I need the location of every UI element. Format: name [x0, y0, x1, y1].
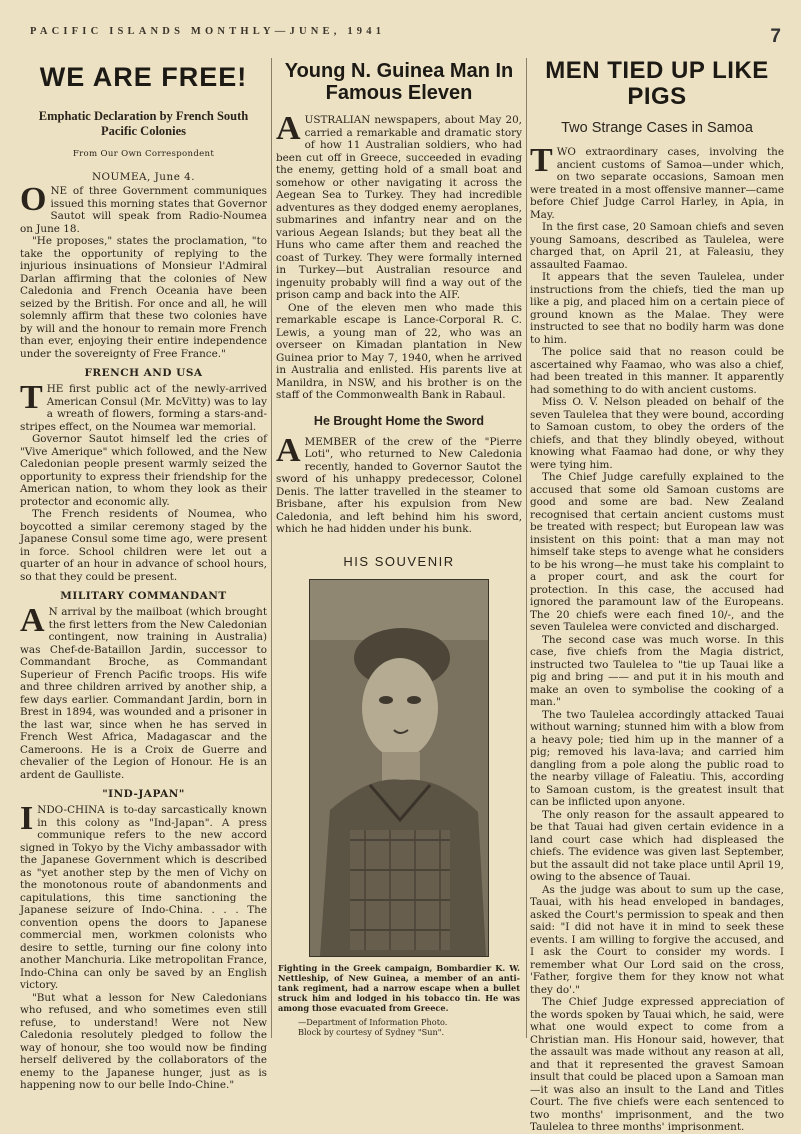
article-title: MEN TIED UP LIKE PIGS [545, 57, 769, 110]
paragraph: The French residents of Noumea, who boycotted a similar ceremony staged by the Japanese Consul some time ago, were present in force. School children were let out a quarter of an hour in advance of school hours, so that they could be present. [20, 508, 267, 583]
column-rule [271, 58, 272, 1038]
paragraph: Governor Sautot himself led the cries of "Vive Amerique" which followed, and the New Caledonian people present warmly seized the opportunity to express their friendship for the American nation, to whom they look as their protector and economic ally. [20, 433, 267, 508]
paragraph: A N arrival by the mailboat (which brought the first letters from the New Caledonian contingent, now training in Australia) was Chef-de-Bataillon Jardin, successor to Commandant Broche, as Commandant Superieur of French Pacific troops. His wife and three children arrived by another ship, a few days earlier. Commandant Jardin, born in Brest in 1894, was wounded and a prisoner in the last war, since when he has served in French West Africa, Madagascar and the Cameroons. He is a Croix de Guerre and chevalier of the Legion of Honour. He is an ardent de Gaulliste. [20, 602, 267, 781]
article-men-tied-up [530, 56, 784, 1133]
photo-credit: Block by courtesy of Sydney "Sun". [298, 1026, 445, 1037]
running-head: PACIFIC ISLANDS MONTHLY—JUNE, 1941 [30, 26, 386, 37]
paragraph: "He proposes," states the proclamation, "to take the opportunity of replying to the injurious insinuations of Monsieur l'Admiral Darlan affirming that the colonies of New Caledonia and French Oceania have been seized by the British. For once and all, he will solemnly affirm that these two colonies have by will and the honour to remain more French than ever, enjoying their entire independence under the sovereignty of Free France." [20, 235, 267, 360]
paragraph: The Chief Judge carefully explained to the accused that some old Samoan customs are good and some are bad. New Zealand recognised that certain ancient customs must be treated with respect; but European law was insistent on this point: that a man may not himself take steps to avenge what he considers to be his wrong—he must take his complaint to a proper court, and ask the court for protection. In this case, the accused had ignored the paramount law of the Europeans. The 20 chiefs were each fined 10/-, and the seven Taulelea were convicted and discharged. [530, 471, 784, 633]
paragraph: It appears that the seven Taulelea, under instructions from the chiefs, tied the man up like a pig, and placed him on a certain piece of ground known as the Malae. They were instructed to see that no bodily harm was done to him. [530, 271, 784, 346]
article-we-are-free [20, 56, 267, 1091]
paragraph: As the judge was about to sum up the case, Tauai, with his head enveloped in bandages, asked the Court's permission to speak and then said: "I did not have it in mind to seek these events. I am willing to forgive the accused, and I ask the Court to consider my words. I remember what Our Lord said on the cross, 'Father, forgive them for they know not what they do'." [530, 883, 784, 996]
photo-heading: HIS SOUVENIR [343, 553, 455, 569]
article-title: WE ARE FREE! [39, 62, 248, 92]
page-number: 7 [770, 26, 781, 47]
paragraph: Miss O. V. Nelson pleaded on behalf of the seven Taulelea that they were bound, according to Samoan custom, to obey the orders of the chiefs, and that they blindly obeyed, without knowing what Faamao had done, or why they were tying him. [530, 396, 784, 471]
paragraph: The police said that no reason could be ascertained why Faamao, who was also a chief, had been treated in this manner. It apparently had something to do with ancient customs. [530, 346, 784, 396]
section-heading: FRENCH AND USA [84, 367, 203, 379]
paragraph: INDO-CHINA is to-day sarcastically known in this colony as "Ind-Japan". A press communique refers to the new accord signed in Tokyo by the Vichy ambassador with the Japanese Government which is described as "yet another step by the men of Vichy on the monotonous route of abandonments and capitulations, this time sanctioning the Japanese seizure of Indo-China. . . . The convention opens the doors to Japanese commercial men, workmen colonists who desire to settle, turning our fine colony into another Manchuria. Like metropolitan France, Indo-China can only be saved by an English victory. [20, 800, 267, 991]
soldier-portrait-image [310, 580, 488, 956]
paragraph: ONE of three Government communiques issued this morning states that Governor Sautot will speak from Radio-Noumea on June 18. [20, 181, 267, 235]
paragraph: The only reason for the assault appeared to be that Tauai had given certain evidence in a land court case which had displeased the chiefs. The evidence was given last September, but the assault did not take place until April 19, owing to the absence of Tauai. [530, 808, 784, 883]
drop-cap: A [276, 431, 301, 469]
paragraph: TWO extraordinary cases, involving the ancient customs of Samoa—under which, on two separate occasions, Samoan men were treated in a most offensive manner—came before Chief Judge Carrol Harley, in Apia, in May. [530, 142, 784, 221]
paragraph: AUSTRALIAN newspapers, about May 20, carried a remarkable and dramatic story of how 11 Australian soldiers, who had been cut off in Greece, succeeded in evading the enemy, getting hold of a small boat and somehow or other navigating it across the Aegean Sea to Turkey. They had incredible adventures as they dodged enemy aeroplanes, submarines and infantry near and on the various Aegean Islands; but they beat all the Huns who came after them and reached the coast of Turkey. They were formally interned in Turkey—but Australian resource and ingenuity probably will find a way out of the prison camp and back into the AIF. [276, 110, 522, 301]
drop-cap: I [20, 800, 34, 837]
photo-caption: Fighting in the Greek campaign, Bombardier K. W. Nettleship, of New Guinea, a member of an anti-tank regiment, had a narrow escape when a bullet struck him and lodged in his tobacco tin. He was among those evacuated from Greece. [278, 962, 520, 1013]
drop-cap: T [20, 379, 43, 416]
dateline: NOUMEA, June 4. [91, 171, 196, 183]
drop-cap: T [530, 142, 553, 179]
article-title-sword: He Brought Home the Sword [313, 413, 485, 428]
paragraph: The second case was much worse. In this case, five chiefs from the Magia district, instructed two Taulelea to "tie up Tauai like a pig and bring —— and put it in his mouth and make an oven to symbolise the cooking of a man." [530, 633, 784, 708]
paragraph: AMEMBER of the crew of the "Pierre Loti", who returned to New Caledonia recently, handed to Governor Sautot the sword of his unhappy predecessor, Colonel Denis. The latter travelled in the steamer to Brisbane, after his expulsion from New Caledonia, and left behind him his sword, which he had hidden under his bunk. [276, 431, 522, 535]
paragraph: One of the eleven men who made this remarkable escape is Lance-Corporal R. C. Lewis, a young man of 22, who was an overseer on Kimadan plantation in New Guinea prior to May 7, 1940, when he arrived in Australia and enlisted. His parents live at Manildra, in NSW, and his brother is on the staff of the Commonwealth Bank in Rabaul. [276, 301, 522, 401]
drop-cap: A [276, 110, 301, 147]
article-young-n-guinea-man [276, 56, 522, 1041]
section-heading: "IND-JAPAN" [102, 788, 185, 800]
paragraph: The Chief Judge expressed appreciation of the words spoken by Tauai which, he said, were what one would expect to come from a Christian man. His Honour said, however, that the assault was made without any reason at all, and that it represented the gravest Samoan insult that could be placed upon a Samoan man—it was also an insult to the Land and Titles Court. The five chiefs were each sentenced to two months' imprisonment, and the two Taulelea to three months' imprisonment. [530, 996, 784, 1133]
paragraph: THE first public act of the newly-arrived American Consul (Mr. McVitty) was to lay a wreath of flowers, forming a stars-and-stripes effect, on the Noumea war memorial. [20, 379, 267, 433]
paragraph: The two Taulelea accordingly attacked Tauai without warning; stunned him with a blow from a heavy pole; tied him up in the manner of a pig; removed his lava-lava; and carried him dangling from a pole along the public road to the nearby village of Faleatiu. This, according to Samoan custom, is the greatest insult that can be inflicted upon anyone. [530, 708, 784, 808]
section-heading: MILITARY COMMANDANT [60, 590, 227, 602]
column-rule [526, 58, 527, 1038]
article-title: Young N. Guinea Man In Famous Eleven [284, 60, 514, 104]
article-subtitle: Two Strange Cases in Samoa [561, 120, 753, 136]
paragraph: In the first case, 20 Samoan chiefs and seven young Samoans, described as Taulelea, were charged that, on April 21, at Faleasiu, they assaulted Faamao. [530, 221, 784, 271]
byline: From Our Own Correspondent [72, 149, 215, 159]
soldier-photo [309, 579, 489, 957]
paragraph: "But what a lesson for New Caledonians who refused, and who sometimes even still refuse, to understand! Were not New Caledonia resolutely pledged to follow the way of honour, she too would now be finding herself delivered by the collaborators of the enemy to the Japanese hunger, just as is happening now to our belle Indo-Chine." [20, 991, 267, 1091]
article-subtitle: Emphatic Declaration by French South Pacific Colonies [38, 109, 249, 138]
photo-credit: —Department of Information Photo. [298, 1016, 448, 1027]
drop-cap: A [20, 602, 45, 639]
drop-cap: O [20, 181, 47, 218]
